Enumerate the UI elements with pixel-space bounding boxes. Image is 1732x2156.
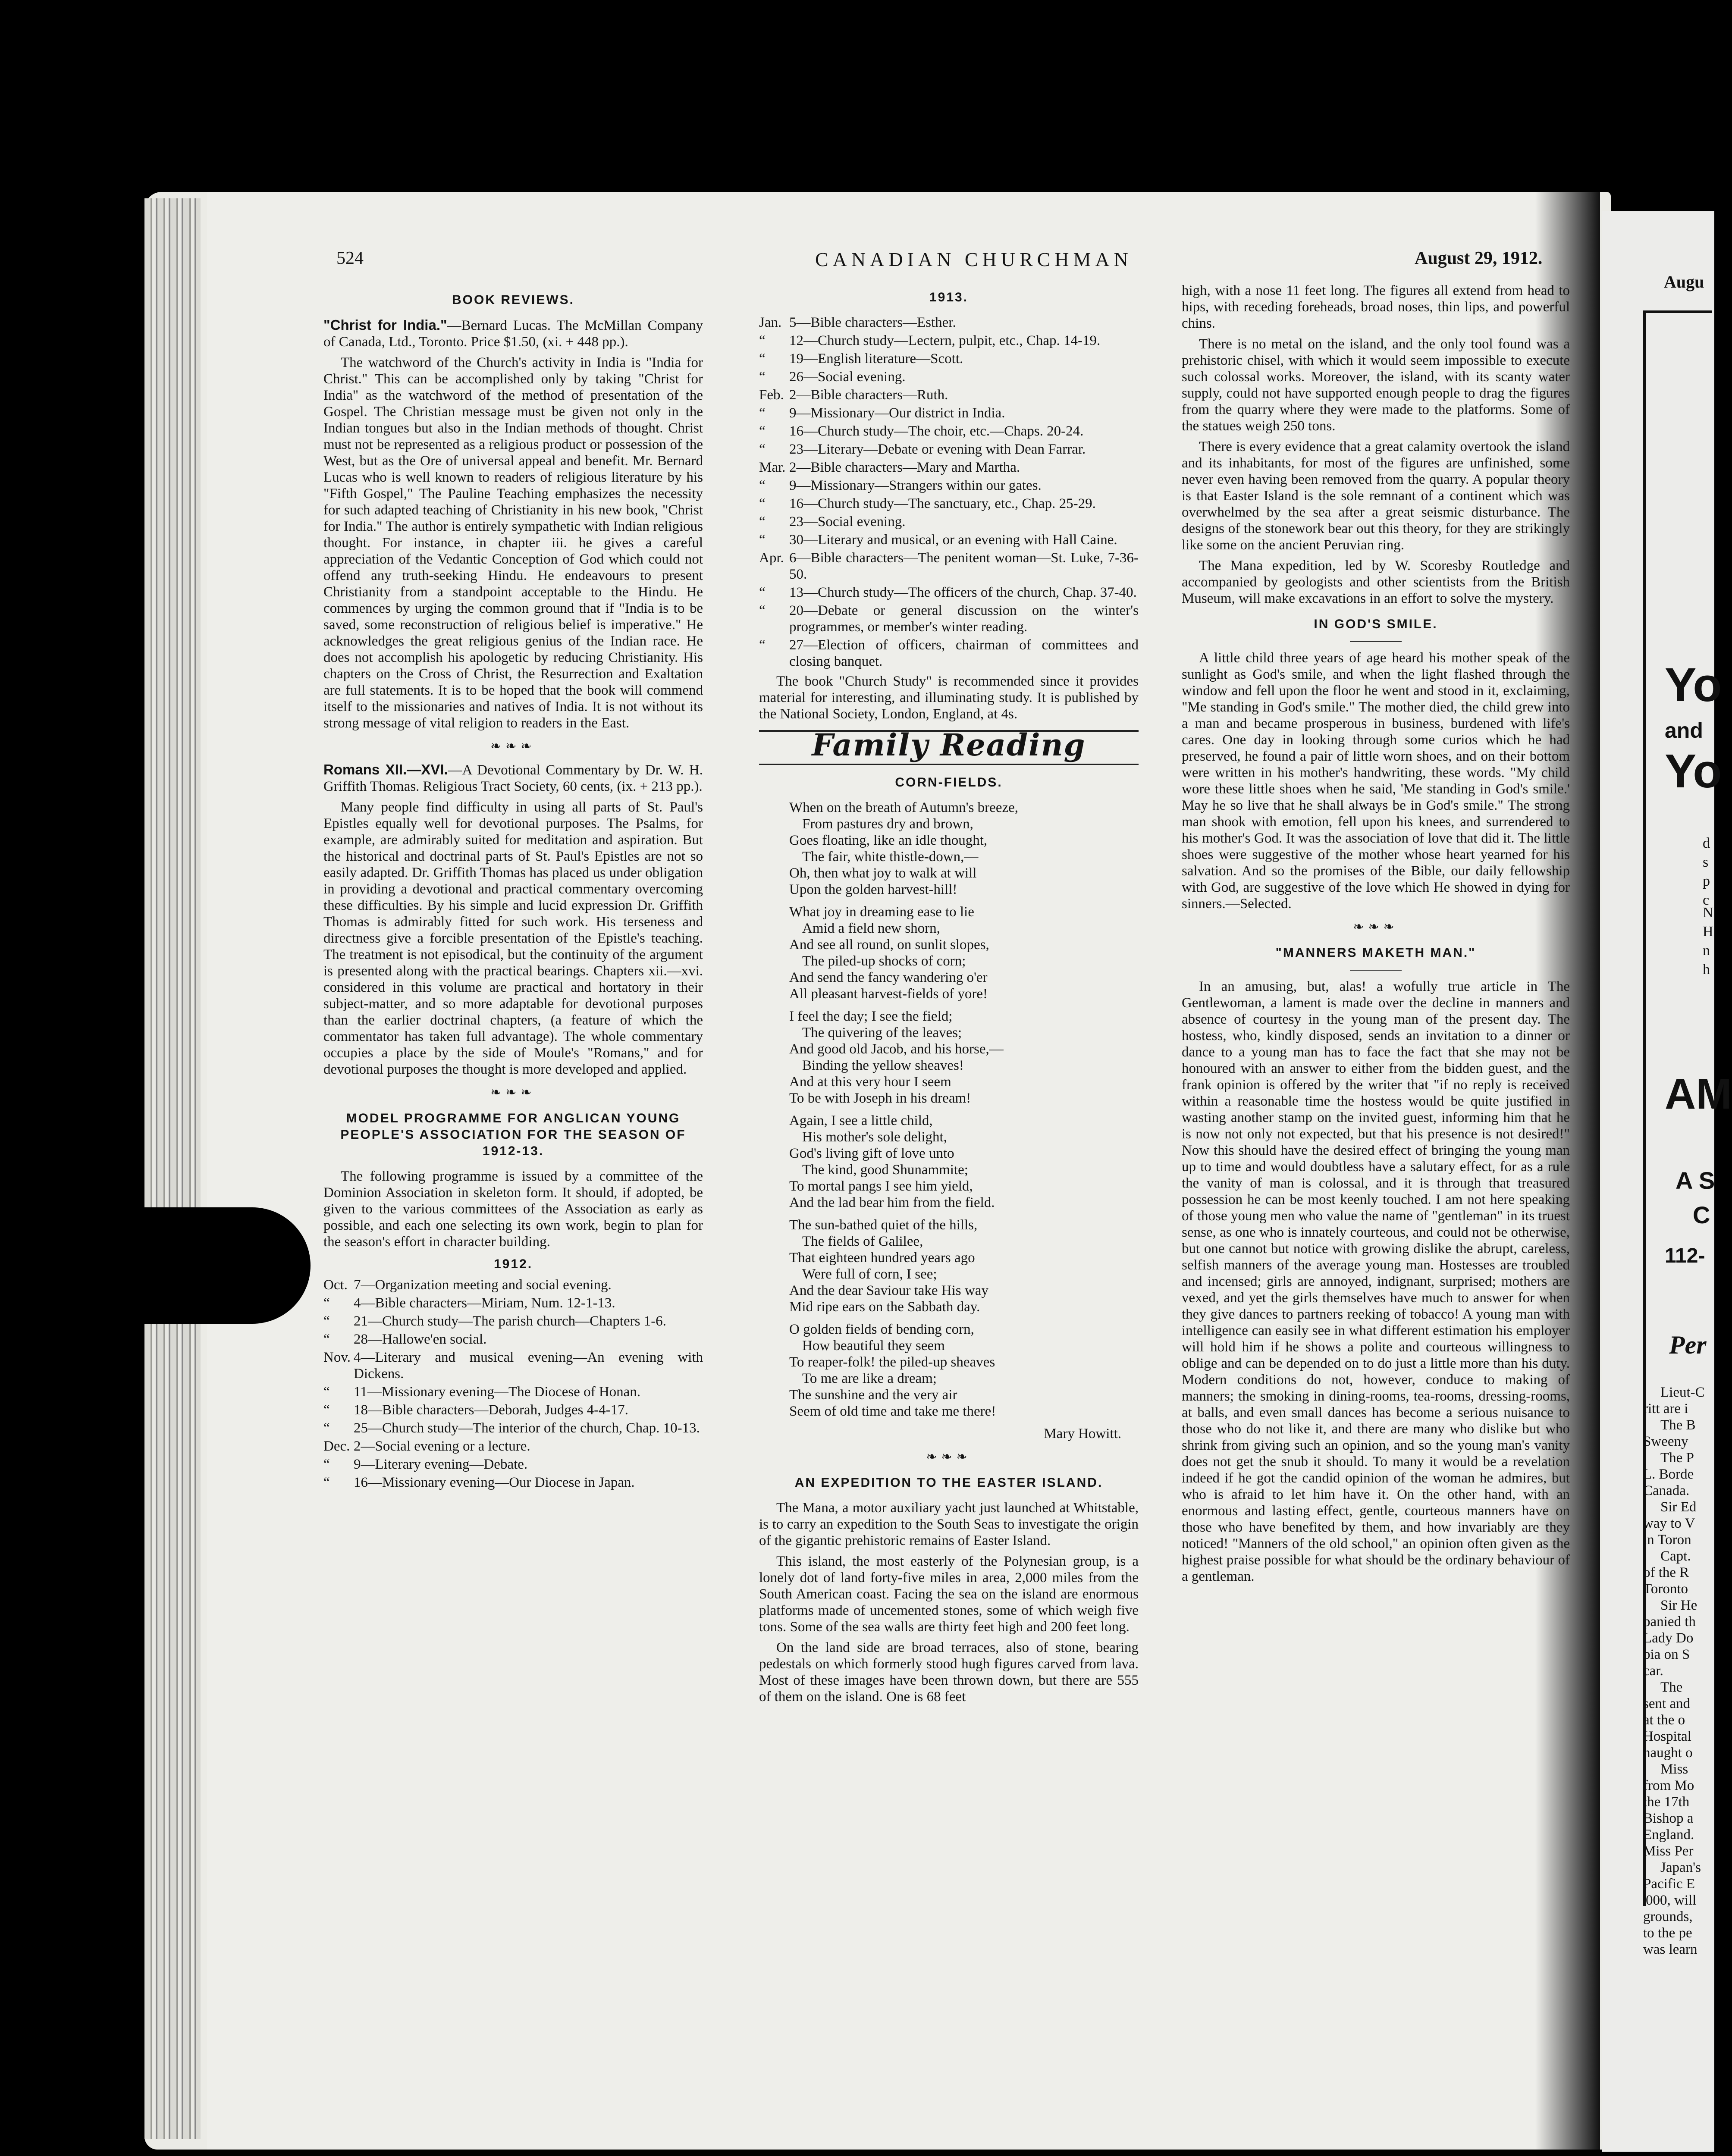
schedule-entry: “ 27—Election of officers, chairman of committees and closing banquet. [759,637,1139,669]
section-ornament: ❧❧❧ [926,1450,972,1464]
expedition-continued: high, with a nose 11 feet long. The figures all extend from head to hips, with receding foreheads, broad noses, thin lips, and powerful chins. [1182,283,1570,331]
facing-ad-word: and [1665,718,1703,743]
schedule-entry: “ 9—Missionary—Strangers within our gates. [759,478,1042,493]
heading-rule [1350,970,1402,971]
year-1912-heading: 1912. [493,1257,533,1271]
programme-heading: MODEL PROGRAMME FOR ANGLICAN YOUNG PEOPLE'S ASSOCIATION FOR THE SEASON OF 1912-13. [340,1111,686,1158]
review-1-body: The watchword of the Church's activity in India is "India for Christ." This can be accomplished only by taking "Christ for India" as the watchword of the method of presentation of the Gospel. The Christian message must be given not only in the Indian tongues but also in the Indian methods of thought. Christ must not be represented as a religious product or possession of the West, but as the Ore of universal appeal and benefit. Mr. Bernard Lucas who is well known to readers of religious literature by his "Fifth Gospel," The Pauline Teaching emphasizes the necessity for such adapted teaching of Christianity in his new book, "Christ for India." The author is entirely sympathetic with Indian religious thought. For instance, in chapter iii. he gives a careful appreciation of the Vedantic Conception of God which could not offend any truth-seeking Hindu. He endeavours to present Christianity from a standpoint acceptable to the Hindu. He commences by urging the common ground that if "India is to be saved, some reconstruction of religious belief is imperative." He acknowledges the great religious genius of the Indian race. He does not accomplish his apologetic by reducing Christianity. His chapters on the Cross of Christ, the Resurrection and Exaltation are full statements. It is to be hoped that the book will commend itself to the missionaries and natives of India. It is not without its strong message of vital religion to readers in the East. [323,355,703,731]
schedule-entry: Apr. 6—Bible characters—The penitent woman—St. Luke, 7-36-50. [759,550,1139,582]
review-2-meta: —A Devotional Commentary by Dr. W. H. Griffith Thomas. Religious Tract Society, 60 cents, (ix. + 213 pp.). [323,762,703,794]
facing-ad-word: A S [1676,1167,1715,1194]
expedition-paragraph: There is no metal on the island, and the only tool found was a prehistoric chisel, with which it would seem impossible to execute such colossal works. Moreover, the island, with its scanty water supply, could not have supported enough people to drag the figures from the quarry where they were made to the platforms. Some of the statues weigh 250 tons. [1182,336,1570,434]
schedule-entry: Dec. 2—Social evening or a lecture. [323,1438,530,1454]
schedule-entry: “ 21—Church study—The parish church—Chapters 1-6. [323,1313,666,1329]
schedule-entry: Oct. 7—Organization meeting and social evening. [323,1277,612,1293]
family-reading-masthead [759,727,1139,765]
book-reviews-heading: BOOK REVIEWS. [452,293,575,307]
schedule-entry: Mar. 2—Bible characters—Mary and Martha. [759,460,1020,475]
schedule-entry: “ 20—Debate or general discussion on the winter's programmes, or member's winter reading. [759,603,1139,635]
schedule-entry: Nov. 4—Literary and musical evening—An evening with Dickens. [323,1350,703,1382]
column-2 [759,282,1139,1709]
facing-ad-letters: N H n h [1703,905,1713,978]
heading-rule [1350,641,1402,642]
facing-ad-letters: d s p c [1703,835,1710,908]
schedule-entry: “ 9—Literary evening—Debate. [323,1457,528,1472]
poem-stanza: When on the breath of Autumn's breeze, From pastures dry and brown, Goes floating, like an idle thought, The fair, white thistle-down,— Oh, then what joy to walk at will Upon the golden harvest-hill! [789,800,1019,897]
manners-body: In an amusing, but, alas! a wofully true article in The Gentlewoman, a lament is made over the decline in manners and absence of courtesy in the young man of the present day. The hostess, who, kindly disposed, sends an invitation to a dinner or dance to a young man has to face the fact that she may not be honoured with an answer to either from the bidden guest, and the frank opinion is offered by the writer that "if no reply is received within a reasonable time the hostess would be quite justified in wasting another stamp on the invited guest, informing him that he is now not only not expected, but that his presence is not desired!" Now this should have the desired effect of bringing the young man up to time and would doubtless have a salutary effect, for as a rule the vanity of man is colossal, and it is through that treasured possession he can be most keenly touched. I am not here speaking of those young men who value the name of "gentleman" in its truest sense, as one who is innately courteous, and could not be otherwise, but one cannot but notice with growing dislike the abrupt, careless, selfish manners of the average young man. Hostesses are troubled and incensed; girls are annoyed, indignant, surprised; mothers are vexed, and yet the girls themselves have much to answer for when they give dances to partners reeking of tobacco! A young man with intelligence can easily see in what different estimation his employer will hold him if he shows a polite and courteous willingness to oblige and can be depended on to do just a little more than his duty. Modern conditions do not, however, conduce to making of manners; the smoking in dining-rooms, tea-rooms, dressing-rooms, at balls, and even small dances has become a serious nuisance to those who do not like it, and there are many who dislike but who shrink from giving such an opinion, and so the young man's vanity does not get the snub it should. To many it would be a revelation indeed if he got the candid opinion of the woman he admires, but who is afraid to let him have it. On the other hand, with an enormous and lasting effect, gentle, courteous manners have on those who have benefited by them, and how invariably are they noticed! "Manners of the old school," an opinion often given as the highest praise possible for what should be the ordinary behaviour of a gentleman. [1182,979,1570,1584]
journal-title: CANADIAN CHURCHMAN [815,248,1133,270]
review-2-title: Romans XII.—XVI. [323,761,448,777]
schedule-entry: “ 11—Missionary evening—The Diocese of Honan. [323,1384,641,1400]
column-1 [323,282,703,1494]
expedition-paragraph: The Mana, a motor auxiliary yacht just launched at Whitstable, is to carry an expedition to the South Seas to investigate the origin of the gigantic prehistoric remains of Easter Island. [759,1500,1139,1548]
expedition-paragraph: The Mana expedition, led by W. Scoresby Routledge and accompanied by geologists and other scientists from the British Museum, will make excavations in an effort to solve the mystery. [1182,558,1570,606]
schedule-entry: “ 12—Church study—Lectern, pulpit, etc., Chap. 14-19. [759,333,1101,348]
schedule-entry: “ 18—Bible characters—Deborah, Judges 4-4-17. [323,1402,628,1418]
poem-stanza: O golden fields of bending corn, How beautiful they seem To reaper-folk! the piled-up sheaves To me are like a dream; The sunshine and the very air Seem of old time and take me there! [789,1322,996,1419]
facing-ad-word: 112- [1665,1244,1705,1267]
gods-smile-body: A little child three years of age heard his mother speak of the sunlight as God's smile, and when the light flashed through the window and fell upon the floor he went and stood in it, exclaiming, "Me standing in God's smile." The mother died, the child grew into a man and became prosperous in business, burdened with life's cares. One day in looking through some curios which he had preserved, he found a pair of little worn shoes, and on their bottom were written in his mother's handwriting, these words. "My child wore these little shoes when he said, 'Me standing in God's smile.' May he so live that he shall always be in God's smile." The strong man shook with emotion, fell upon his knees, and surrendered to his mother's God. It was the association of love that did it. The little shoes were suggestive of the mother whose heart yearned for his salvation. And so the promises of the Bible, our daily fellowship with God, are suggestive of the love which He showed in dying for sinners.—Selected. [1182,650,1570,912]
page-edges [144,198,201,2139]
section-ornament: ❧❧❧ [1353,920,1399,934]
poem-stanza: I feel the day; I see the field; The quivering of the leaves; And good old Jacob, and his horse,— Binding the yellow sheaves! And at this very hour I seem To be with Joseph in his dream! [789,1009,1004,1106]
page-number: 524 [336,248,364,268]
poem-heading: CORN-FIELDS. [895,775,1003,790]
issue-date: August 29, 1912. [1415,248,1543,268]
schedule-entry: “ 16—Missionary evening—Our Diocese in Japan. [323,1475,635,1490]
poem-stanza: Again, I see a little child, His mother's sole delight, God's living gift of love unto The kind, good Shunammite; To mortal pangs I see him yield, And the lad bear him from the field. [789,1113,995,1210]
gods-smile-heading: IN GOD'S SMILE. [1314,617,1438,631]
facing-ad-word: AM [1665,1070,1732,1118]
expedition-heading: AN EXPEDITION TO THE EASTER ISLAND. [794,1476,1103,1490]
year-1913-heading: 1913. [929,290,969,304]
expedition-paragraph: On the land side are broad terraces, also of stone, bearing pedestals on which formerly stood hugh figures carved from lava. Most of these images have been thrown down, but there are 555 of them on the island. One is 68 feet [759,1640,1139,1705]
schedule-1913 [759,314,1139,670]
schedule-entry: “ 16—Church study—The sanctuary, etc., Chap. 25-29. [759,496,1096,511]
book-note: The book "Church Study" is recommended since it provides material for interesting, and illuminating study. It is published by the National Society, London, England, at 4s. [759,674,1139,722]
facing-column-text: Lieut-C ritt are i The B Sweeny The P L. Borde Canada. Sir Ed way to V in Toron Capt. of the R Toronto Sir He panied th Lady Do bia on S car. The sent and at the o Hospital naught o Miss from Mo the 17th Bishop a England. Miss Per Japan's Pacific E '000, will grounds, to the pe was learn [1643,1385,1705,1957]
facing-ad-word: Yo [1665,658,1722,711]
review-1-meta: —Bernard Lucas. The McMillan Company of Canada, Ltd., Toronto. Price $1.50, (xi. + 448 pp.). [323,318,703,350]
schedule-entry: “ 28—Hallowe'en social. [323,1332,487,1347]
review-1-citation [323,317,703,350]
schedule-entry: “ 23—Social evening. [759,514,906,530]
facing-section-title: Per [1669,1331,1707,1359]
schedule-entry: Jan. 5—Bible characters—Esther. [759,315,956,330]
schedule-entry: “ 4—Bible characters—Miriam, Num. 12-1-13. [323,1295,615,1311]
schedule-entry: “ 16—Church study—The choir, etc.—Chaps. 20-24. [759,423,1084,439]
expedition-paragraph: There is every evidence that a great calamity overtook the island and its inhabitants, for most of the figures are unfinished, some never even having been removed from the quarry. A popular theory is that Easter Island is the sole remnant of a continent which was overwhelmed by the sea after a great seismic disturbance. The designs of the stonework bear out this theory, for they are strikingly like some on the ancient Peruvian ring. [1182,439,1570,553]
poem-stanza: The sun-bathed quiet of the hills, The fields of Galilee, That eighteen hundred years ago Were full of corn, I see; And the dear Saviour take His way Mid ripe ears on the Sabbath day. [789,1217,988,1315]
facing-ad-word: Yo [1665,745,1722,798]
review-2-citation [323,761,703,795]
review-1-title: "Christ for India." [323,317,447,333]
family-reading-title: Family Reading [812,727,1086,763]
schedule-entry: “ 26—Social evening. [759,369,906,385]
column-3 [1182,282,1570,1589]
review-2-body: Many people find difficulty in using all parts of St. Paul's Epistles equally well for devotional purposes. The Psalms, for example, are admirably suited for meditation and aspiration. But the historical and doctrinal parts of St. Paul's Epistles are not so easily adapted. Dr. Griffith Thomas has placed us under obligation in providing a devotional and practical commentary overcoming these difficulties. By his simple and lucid expression Dr. Griffith Thomas is admirably fitted for such work. His terseness and directness give a forcible presentation of the Epistle's teaching. The treatment is not episodical, but the continuity of the argument is presented along with the practical bearings. Chapters xii.—xvi. considered in this volume are practical and hortatory in their subject-matter, and so more adaptable for devotional purposes than the earlier doctrinal chapters, (a feature of which the commentator has taken full advantage). The whole commentary occupies a place by the side of Moule's "Romans," and for devotional purposes the thought is more developed and applied. [323,799,703,1077]
manners-heading: "MANNERS MAKETH MAN." [1275,946,1476,960]
poem-author: Mary Howitt. [1044,1426,1121,1442]
section-ornament: ❧❧❧ [490,1085,536,1100]
section-ornament: ❧❧❧ [490,739,536,753]
thumb-shadow [0,1207,311,1324]
schedule-entry: “ 9—Missionary—Our district in India. [759,405,1005,421]
schedule-entry: “ 30—Literary and musical, or an evening with Hall Caine. [759,532,1117,548]
schedule-entry: “ 13—Church study—The officers of the church, Chap. 37-40. [759,585,1137,600]
poem-stanza: What joy in dreaming ease to lie Amid a field new shorn, And see all round, on sunlit slopes, The piled-up shocks of corn; And send the fancy wandering o'er All pleasant harvest-fields of yore! [789,904,989,1002]
programme-intro: The following programme is issued by a committee of the Dominion Association in skeleton form. It should, if adopted, be given to the various committees of the Association as early as possible, and each one selecting its own work, begin to plan for the season's effort in character building. [323,1169,703,1250]
schedule-entry: Feb. 2—Bible characters—Ruth. [759,387,948,403]
schedule-entry: “ 19—English literature—Scott. [759,351,963,367]
schedule-entry: “ 25—Church study—The interior of the church, Chap. 10-13. [323,1420,700,1436]
facing-ad-word: C [1693,1201,1710,1228]
expedition-paragraph: This island, the most easterly of the Polynesian group, is a lonely dot of land forty-five miles in area, 2,000 miles from the South American coast. Facing the sea on the island are enormous platforms made of uncemented stones, some of which weigh five tons. Some of the sea walls are thirty feet high and 200 feet long. [759,1554,1139,1635]
schedule-entry: “ 23—Literary—Debate or evening with Dean Farrar. [759,442,1086,457]
schedule-1912 [323,1277,703,1491]
facing-page-header: Augu [1664,272,1704,291]
poem [759,799,1139,1420]
facing-page-rule-top [1643,310,1712,313]
